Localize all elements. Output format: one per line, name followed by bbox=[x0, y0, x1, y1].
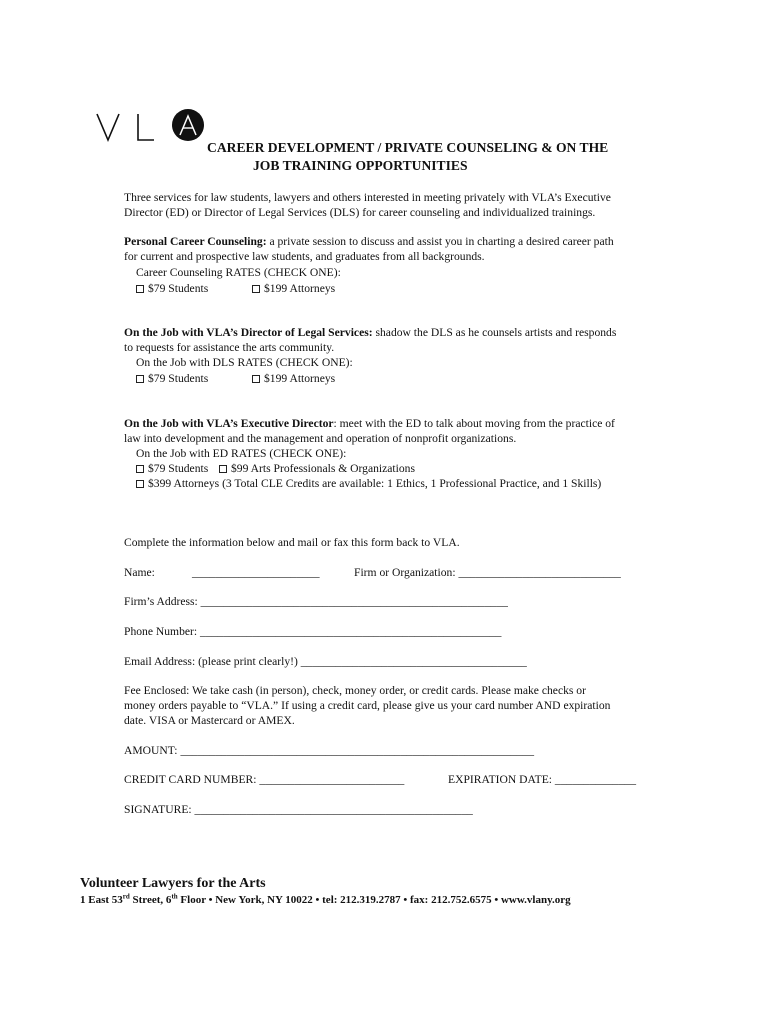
address-superscript: rd bbox=[122, 892, 130, 901]
address-row bbox=[124, 594, 508, 609]
ed-option-students[interactable] bbox=[136, 461, 208, 477]
personal-option-students[interactable] bbox=[136, 281, 208, 297]
page-title-line-1: CAREER DEVELOPMENT / PRIVATE COUNSELING & ON THE bbox=[207, 140, 609, 155]
form-instructions: Complete the information below and mail or fax this form back to VLA. bbox=[124, 536, 460, 549]
footer-address bbox=[80, 894, 571, 906]
personal-counseling-text-2: for current and prospective law students, and graduates from all backgrounds. bbox=[124, 250, 485, 263]
personal-counseling-heading: Personal Career Counseling: bbox=[124, 235, 267, 248]
exp-label: EXPIRATION DATE: bbox=[448, 773, 553, 786]
name-label: Name: bbox=[124, 566, 155, 579]
personal-rates-label: Career Counseling RATES (CHECK ONE): bbox=[136, 266, 341, 279]
option-label: $99 Arts Professionals & Organizations bbox=[231, 462, 415, 475]
checkbox[interactable] bbox=[136, 465, 144, 473]
signature-label: SIGNATURE: bbox=[124, 803, 192, 816]
cc-label: CREDIT CARD NUMBER: bbox=[124, 773, 257, 786]
ed-text-2: law into development and the management and operation of nonprofit organizations. bbox=[124, 432, 517, 445]
amount-label: AMOUNT: bbox=[124, 744, 178, 757]
ed-text: : meet with the ED to talk about moving from the practice of bbox=[333, 417, 615, 430]
address-superscript: th bbox=[171, 892, 178, 901]
dls-text-2: to requests for assistance the arts community. bbox=[124, 341, 335, 354]
ed-heading: On the Job with VLA’s Executive Director bbox=[124, 417, 334, 430]
fee-line-2: money orders payable to “VLA.” If using a credit card, please give us your card number AND expiration bbox=[124, 699, 611, 712]
phone-field[interactable]: ____________________________________________________ bbox=[200, 625, 502, 638]
exp-row bbox=[448, 772, 636, 787]
cc-field[interactable]: _________________________ bbox=[259, 773, 405, 786]
option-label: $199 Attorneys bbox=[264, 372, 336, 385]
option-label: $399 Attorneys (3 Total CLE Credits are available: 1 Ethics, 1 Professional Practice, and 1 Skills) bbox=[148, 477, 602, 490]
option-label: $199 Attorneys bbox=[264, 282, 336, 295]
ed-option-attorneys[interactable] bbox=[136, 476, 601, 492]
dls-heading: On the Job with VLA’s Director of Legal Services: bbox=[124, 326, 373, 339]
ed-option-arts-professionals[interactable] bbox=[219, 461, 415, 477]
phone-row bbox=[124, 624, 501, 639]
address-part: 1 East 53 bbox=[80, 894, 123, 906]
checkbox[interactable] bbox=[136, 285, 144, 293]
email-row bbox=[124, 654, 527, 669]
dls-option-attorneys[interactable] bbox=[252, 371, 335, 387]
intro-line-2: Director (ED) or Director of Legal Services (DLS) for career counseling and individualized trainings. bbox=[124, 206, 596, 219]
dls-option-students[interactable] bbox=[136, 371, 208, 387]
checkbox[interactable] bbox=[252, 375, 260, 383]
firm-field[interactable]: ____________________________ bbox=[458, 566, 621, 579]
phone-label: Phone Number: bbox=[124, 625, 198, 638]
signature-field[interactable]: ________________________________________________ bbox=[194, 803, 473, 816]
address-part: Floor • New York, NY 10022 • tel: 212.319.2787 • fax: 212.752.6575 • www.vlany.org bbox=[177, 894, 571, 906]
address-part: Street, 6 bbox=[129, 894, 172, 906]
personal-counseling-description bbox=[124, 234, 614, 249]
option-label: $79 Students bbox=[148, 462, 209, 475]
email-label: Email Address: (please print clearly!) bbox=[124, 655, 298, 668]
dls-rates-label: On the Job with DLS RATES (CHECK ONE): bbox=[136, 356, 353, 369]
checkbox[interactable] bbox=[252, 285, 260, 293]
personal-counseling-text: a private session to discuss and assist you in charting a desired career path bbox=[266, 235, 614, 248]
name-field[interactable]: ______________________ bbox=[192, 566, 320, 579]
amount-row bbox=[124, 743, 534, 758]
vla-logo bbox=[96, 108, 206, 144]
option-label: $79 Students bbox=[148, 282, 209, 295]
cc-row bbox=[124, 772, 404, 787]
dls-description bbox=[124, 325, 616, 340]
dls-text: shadow the DLS as he counsels artists and responds bbox=[372, 326, 617, 339]
intro-line-1: Three services for law students, lawyers and others interested in meeting privately with VLA’s Executive bbox=[124, 191, 611, 204]
amount-field[interactable]: _____________________________________________________________ bbox=[180, 744, 535, 757]
ed-description bbox=[124, 416, 615, 431]
page-title-line-2: JOB TRAINING OPPORTUNITIES bbox=[253, 158, 468, 173]
option-label: $79 Students bbox=[148, 372, 209, 385]
address-field[interactable]: _____________________________________________________ bbox=[200, 595, 508, 608]
email-field[interactable]: _______________________________________ bbox=[300, 655, 527, 668]
address-label: Firm’s Address: bbox=[124, 595, 198, 608]
fee-line-3: date. VISA or Mastercard or AMEX. bbox=[124, 714, 295, 727]
fee-line-1: Fee Enclosed: We take cash (in person), check, money order, or credit cards. Please make checks or bbox=[124, 684, 586, 697]
checkbox[interactable] bbox=[136, 480, 144, 488]
exp-field[interactable]: ______________ bbox=[554, 773, 637, 786]
footer-org-name: Volunteer Lawyers for the Arts bbox=[80, 876, 266, 891]
ed-rates-label: On the Job with ED RATES (CHECK ONE): bbox=[136, 447, 347, 460]
checkbox[interactable] bbox=[219, 465, 227, 473]
firm-label bbox=[354, 565, 621, 580]
vla-logo-icon bbox=[96, 108, 206, 144]
checkbox[interactable] bbox=[136, 375, 144, 383]
personal-option-attorneys[interactable] bbox=[252, 281, 335, 297]
signature-row bbox=[124, 802, 473, 817]
firm-label-text: Firm or Organization: bbox=[354, 566, 456, 579]
